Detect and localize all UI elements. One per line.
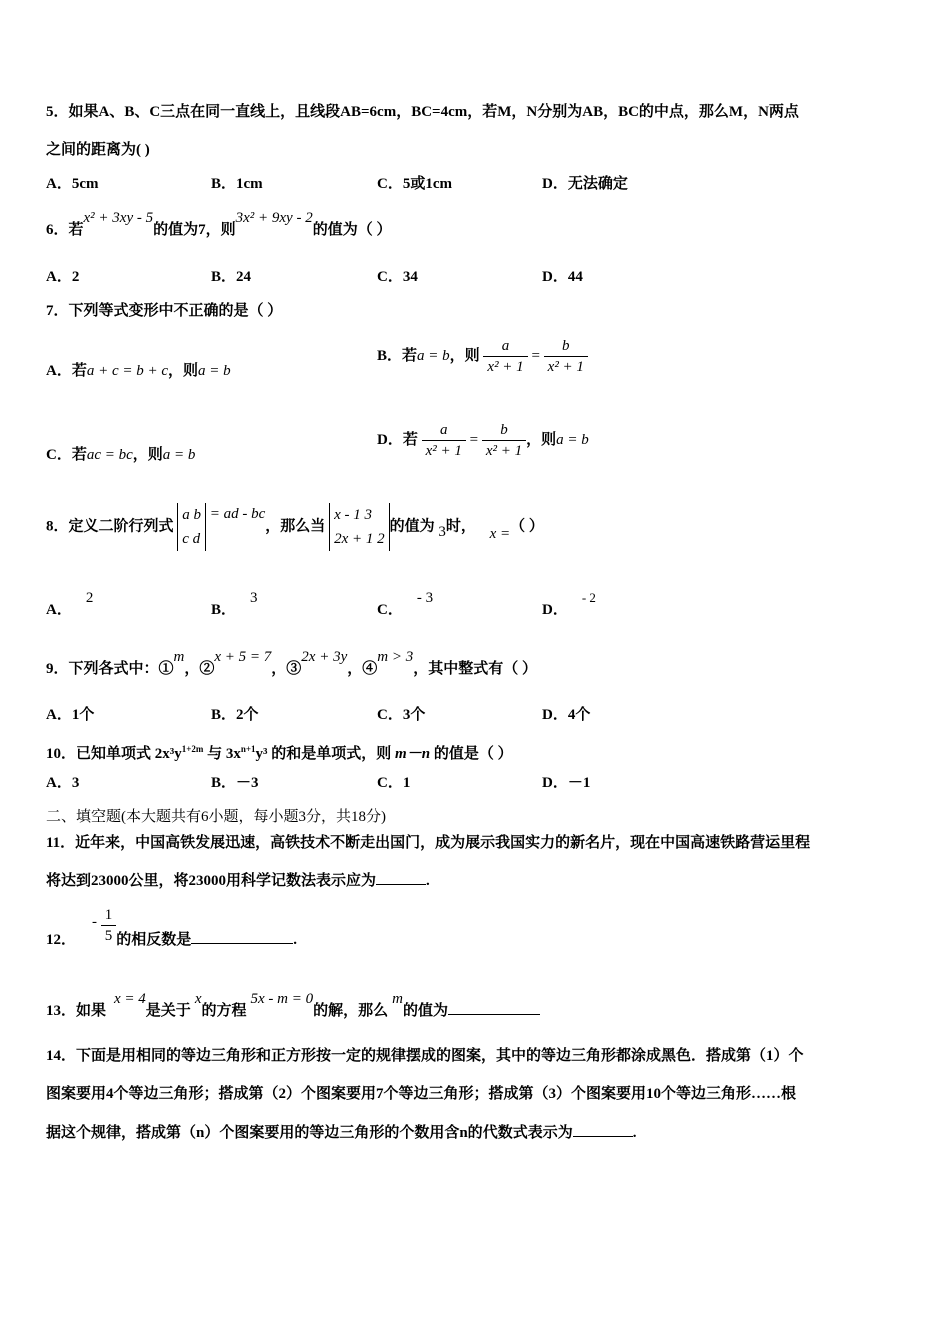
q6-option-a: A．2 [46,269,80,285]
q10-mn: m－n [395,746,431,762]
q7-c-expr1: ac = bc [86,447,133,463]
q9-prefix: 9．下列各式中：① [46,661,174,677]
q9-option-c: C．3个 [377,707,426,723]
q8-mid2: 的值为 [389,518,435,535]
q7-option-a [46,361,231,381]
q7-c-then: ，则 [132,447,163,463]
q7-d-frac1: $\frac{a}{\text{x² + 1}}$ [422,420,466,461]
section-fill-in-heading: 二、填空题(本大题共有6小题，每小题3分，共18分) [46,809,386,825]
q6-option-d: D．44 [542,269,583,285]
q9-expr1: m [173,649,185,665]
q8-option-d: D．- 2 [542,590,596,618]
q9-sep2: ，③ [271,661,302,677]
q8-val: 3 [438,524,446,541]
q10-option-d: D．－1 [542,775,591,791]
q6-prefix: 6．若 [46,222,84,238]
q7-b-expr1: a = b [417,347,450,364]
q5-option-d: D．无法确定 [542,176,628,192]
q7-b-then: ，则 [449,347,480,364]
q7-a-expr1: a + c = b + c [86,363,169,379]
q11-line1: 11．近年来，中国高铁发展迅速，高铁技术不断走出国门，成为展示我国实力的新名片，现在中国高速铁路营运里程 [46,835,811,851]
q9-option-b: B．2个 [211,707,259,723]
q14-line3-text: 据这个规律，搭成第（n）个图案要用的等边三角形的个数用含n的代数式表示为 [46,1125,573,1141]
q6-suffix: 的值为（ ） [312,222,392,238]
q8-stem [46,503,544,551]
q7-d-eq: = [469,431,479,448]
q5-option-b: B．1cm [211,176,263,192]
q11-line2-text: 将达到23000公里，将23000用科学记数法表示应为 [46,873,377,889]
q7-c-expr2: a = b [162,447,196,463]
q9-option-a: A．1个 [46,707,95,723]
q7-d-frac2: $\frac{b}{\text{x² + 1}}$ [482,420,526,461]
q10-mid: 与 3x [203,746,241,762]
q8-option-c: C．- 3 [377,590,434,618]
q7-b-frac1: $\frac{a}{\text{x² + 1}}$ [483,336,527,377]
q10-prefix: 10．已知单项式 2x³y [46,746,182,762]
q7-b-eq: = [531,347,540,364]
q10-sup1: 1+2m [181,744,204,754]
q5-line2: 之间的距离为( ) [46,142,150,158]
q9-suffix: ，其中整式有（ ） [413,661,537,677]
q13-prefix: 13．如果 [46,1003,107,1019]
q6-option-b: B．24 [211,269,252,285]
q8-option-a: A．2 [46,590,94,618]
q14-line2: 图案要用4个等边三角形；搭成第（2）个图案要用7个等边三角形；搭成第（3）个图案要用10个等边三角形……根 [46,1086,797,1102]
q10-option-b: B．－3 [211,775,259,791]
q10-option-a: A．3 [46,775,80,791]
q12-label: 12． [46,932,77,948]
q7-d-label: D．若 [377,431,418,448]
q7-option-b [377,336,588,377]
q14-line1: 14．下面是用相同的等边三角形和正方形按一定的规律摆成的图案，其中的等边三角形都涂成黑色．搭成第（1）个 [46,1048,804,1064]
q9-sep1: ，② [184,661,215,677]
q6-expr2: 3x² + 9xy - 2 [235,210,313,226]
q9-stem [46,649,537,679]
q13-sep4: 的值为 [402,1003,448,1019]
q7-stem: 7．下列等式变形中不正确的是（ ） [46,303,283,319]
q8-suffix: （ ） [510,518,544,535]
q10-stem [46,739,513,764]
q12-text: 的相反数是 [116,932,192,948]
q10-option-c: C．1 [377,775,411,791]
q14-line3 [46,1122,636,1143]
q8-prefix: 8．定义二阶行列式 [46,518,174,535]
q12-answer-blank[interactable] [191,929,293,944]
q11-line2 [46,870,430,891]
q8-xeq: x = [489,526,511,543]
q7-b-label: B．若 [377,347,418,364]
q13-stem [46,991,540,1021]
q9-sep3: ，④ [347,661,378,677]
q7-d-then: ，则 [526,431,557,448]
q9-expr3: 2x + 3y [301,649,348,665]
q6-option-c: C．34 [377,269,418,285]
q11-answer-blank[interactable] [376,870,426,885]
q7-c-label: C．若 [46,447,87,463]
q7-a-label: A．若 [46,363,87,379]
q6-stem [46,210,392,240]
q11-end: . [426,873,430,889]
q13-expr1: x = 4 [114,991,146,1007]
q13-sep3: 的解，那么 [313,1003,389,1019]
q7-a-expr2: a = b [198,363,231,379]
q8-def: = ad - bc [209,506,266,523]
q12-frac: $\frac{1}{5}$ [101,905,117,946]
q13-answer-blank[interactable] [448,1000,540,1015]
q7-a-then: ，则 [168,363,199,379]
q12-end: . [293,932,298,948]
q9-option-d: D．4个 [542,707,591,723]
q13-expr2: x [194,991,202,1007]
q10-mid2: y³ 的和是单项式，则 [255,746,396,762]
q8-det2: x - 1 3 2x + 1 2 [329,503,390,551]
q14-answer-blank[interactable] [573,1122,633,1137]
q12-neg: - [92,914,98,930]
q13-sep1: 是关于 [145,1003,191,1019]
q6-mid: 的值为7，则 [153,222,236,238]
q10-suffix: 的值是（ ） [430,746,513,762]
q8-mid3: 时， [445,518,476,535]
q13-expr3: 5x - m = 0 [250,991,314,1007]
q12-stem [46,905,297,946]
q10-sup2: n+1 [240,744,256,754]
q5-option-c: C．5或1cm [377,176,452,192]
q5-option-a: A．5cm [46,176,99,192]
q8-det1: a b c d [177,503,206,551]
q9-expr4: m > 3 [377,649,414,665]
q9-expr2: x + 5 = 7 [214,649,272,665]
q5-line1: 5．如果A、B、C三点在同一直线上，且线段AB=6cm，BC=4cm，若M，N分别为AB，BC的中点，那么M，N两点 [46,104,799,120]
q7-option-d [377,420,589,461]
q8-mid: ，那么当 [265,518,326,535]
q14-end: . [632,1125,637,1141]
q7-d-expr2: a = b [556,431,589,448]
q13-expr4: m [392,991,403,1007]
q7-b-frac2: $\frac{b}{\text{x² + 1}}$ [544,336,588,377]
q8-option-b: B．3 [211,590,258,618]
q13-sep2: 的方程 [201,1003,247,1019]
q6-expr1: x² + 3xy - 5 [83,210,154,226]
q7-option-c [46,445,195,465]
